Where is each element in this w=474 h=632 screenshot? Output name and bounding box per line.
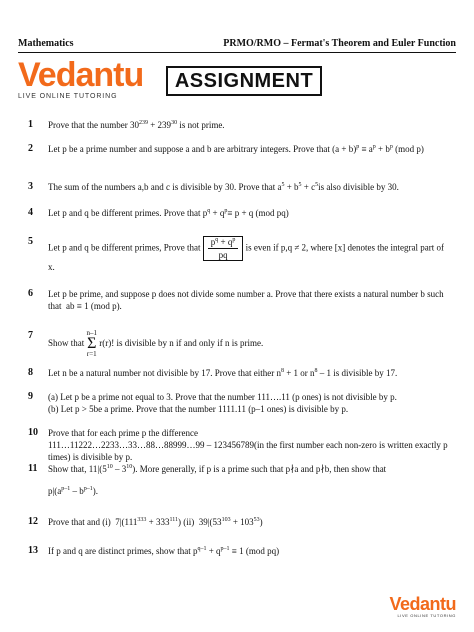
question-number: 11 [28, 463, 38, 474]
question-number: 5 [28, 236, 33, 247]
question-text: Prove that and (i) $7|(111^{333} + 333^{111})$ (ii) $39|(53^{103} + 103^{53})$ [48, 517, 263, 527]
question-text: Show that n–1 Σ r=1 r(r)! is divisible by n if and only if n is prime. [48, 329, 264, 358]
logo-tagline: LIVE ONLINE TUTORING [18, 93, 118, 100]
question-number: 10 [28, 427, 38, 438]
question-text: Let p and q be different primes. Prove that $p^q + q^p\equiv p + q$ (mod pq) [48, 208, 289, 218]
question-text: Let n be a natural number not divisible by 17. Prove that either $n^8 + 1$ or $n^8 - 1$ is divisible by 17. [48, 368, 398, 378]
question-text: (a) Let p be a prime not equal to 3. Prove that the number 111….11 (p ones) is not divisible by p. (b) Let p > 5be a prime. Prove that the number 1111.11 (p–1 ones) is divisible by p. [48, 392, 397, 414]
question-number: 4 [28, 207, 33, 218]
question-number: 7 [28, 330, 33, 341]
question-text: Prove that the number $30^{239} + 239^{30}$ is not prime. [48, 120, 225, 130]
footer-logo-brand: Vedantu [389, 594, 456, 614]
logo-brand: Vedantu [18, 56, 144, 94]
vedantu-logo [18, 58, 148, 106]
question-number: 12 [28, 516, 38, 527]
question-number: 8 [28, 367, 33, 378]
subject-label: Mathematics [18, 38, 74, 49]
assignment-title: ASSIGNMENT [166, 66, 322, 96]
question-text: Show that, $11|(5^{10} - 3^{10})$. More generally, if p is a prime such that p∤a and p∤b, then show that $p|(a^{p-1} - b^{p-1})$. [48, 464, 387, 496]
question-number: 3 [28, 181, 33, 192]
question-number: 2 [28, 143, 33, 154]
question-number: 6 [28, 288, 33, 299]
question-text: Prove that for each prime p the difference 111…11222…2233…33…88…88999…99 – 123456789(in the first number each non-zero is written exactly p times) is divisible by p. [48, 428, 448, 462]
footer-logo [376, 595, 456, 618]
footer-logo-tagline: LIVE ONLINE TUTORING [397, 613, 456, 618]
question-number: 1 [28, 119, 33, 130]
question-text: If p and q are distinct primes, show that $p^{q-1} + q^{p-1} \equiv 1$ (mod pq) [48, 546, 280, 556]
question-text: Let p be a prime number and suppose a and b are arbitrary integers. Prove that $(a + b)^p \equiv a^p + b^p$ (mod p) [48, 144, 424, 154]
question-text: The sum of the numbers a,b and c is divisible by 30. Prove that $a^5 + b^5 + c^5is$ also divisible by 30. [48, 182, 399, 192]
topic-label: PRMO/RMO – Fermat's Theorem and Euler Function [223, 38, 456, 49]
question-number: 13 [28, 545, 38, 556]
question-text: Let p be prime, and suppose p does not divide some number a. Prove that there exists a natural number b such that ab ≡ 1 (mod p). [48, 289, 444, 311]
question-number: 9 [28, 391, 33, 402]
header-rule [18, 52, 456, 53]
question-text: Let p and q be different primes, Prove that $\frac{p^q + q^p}{pq}$ is even if p,q ≠ 2, where [x] denotes the integral part of x. [48, 237, 444, 272]
